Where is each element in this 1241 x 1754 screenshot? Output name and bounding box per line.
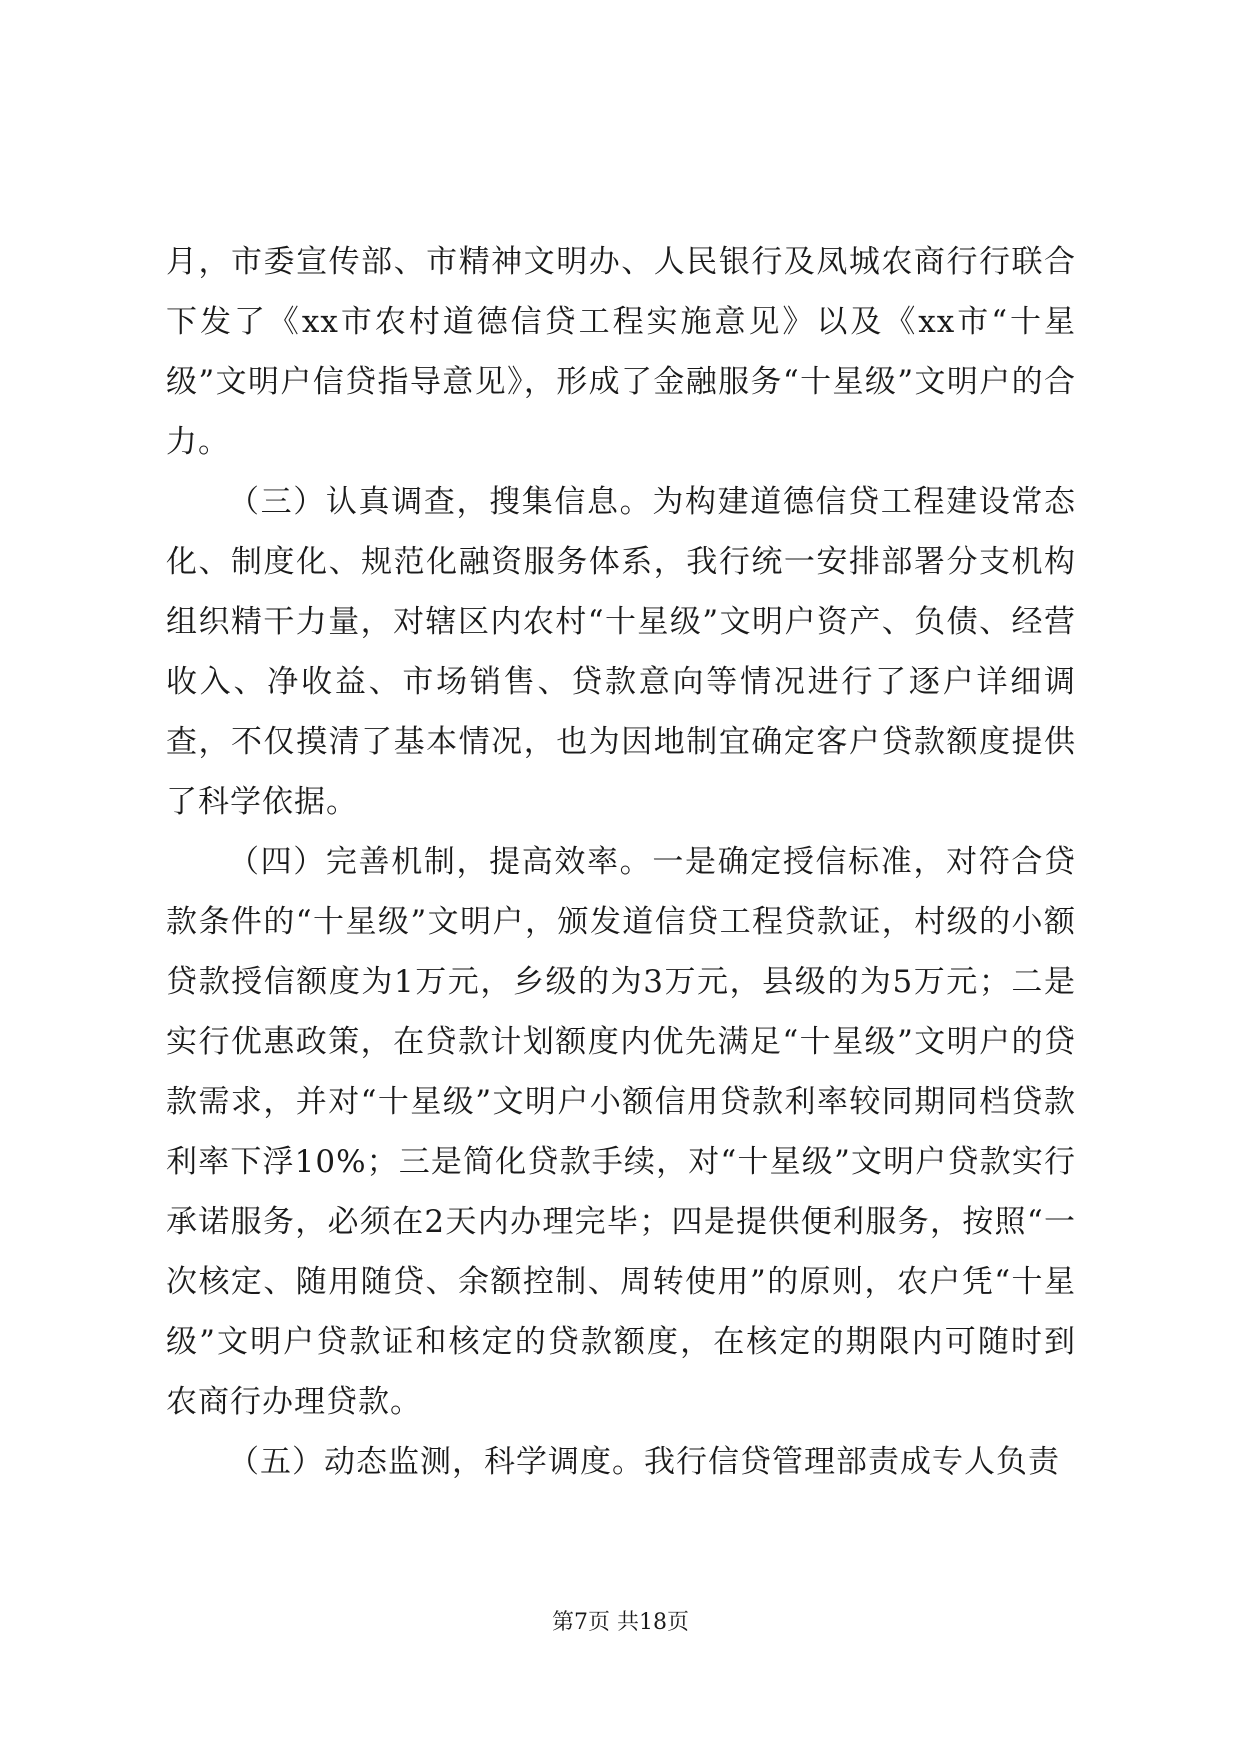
page-number-footer: 第7页 共18页 — [552, 1610, 689, 1635]
document-body — [166, 232, 1076, 1492]
paragraph: 月，市委宣传部、市精神文明办、人民银行及凤城农商行行联合下发了《xx市农村道德信贷工程实施意见》以及《xx市“十星级”文明户信贷指导意见》，形成了金融服务“十星级”文明户的合力。 — [166, 244, 1076, 460]
paragraph: （四）完善机制，提高效率。一是确定授信标准，对符合贷款条件的“十星级”文明户，颁发道信贷工程贷款证，村级的小额贷款授信额度为1万元，乡级的为3万元，县级的为5万元；二是实行优惠政策，在贷款计划额度内优先满足“十星级”文明户的贷款需求，并对“十星级”文明户小额信用贷款利率较同期同档贷款利率下浮10%；三是简化贷款手续，对“十星级”文明户贷款实行承诺服务，必须在2天内办理完毕；四是提供便利服务，按照“一次核定、随用随贷、余额控制、周转使用”的原则，农户凭“十星级”文明户贷款证和核定的贷款额度，在核定的期限内可随时到农商行办理贷款。 — [166, 844, 1076, 1420]
paragraph: （三）认真调查，搜集信息。为构建道德信贷工程建设常态化、制度化、规范化融资服务体系，我行统一安排部署分支机构组织精干力量，对辖区内农村“十星级”文明户资产、负债、经营收入、净收益、市场销售、贷款意向等情况进行了逐户详细调查，不仅摸清了基本情况，也为因地制宜确定客户贷款额度提供了科学依据。 — [166, 484, 1076, 820]
paragraph: （五）动态监测，科学调度。我行信贷管理部责成专人负责 — [228, 1444, 1060, 1480]
